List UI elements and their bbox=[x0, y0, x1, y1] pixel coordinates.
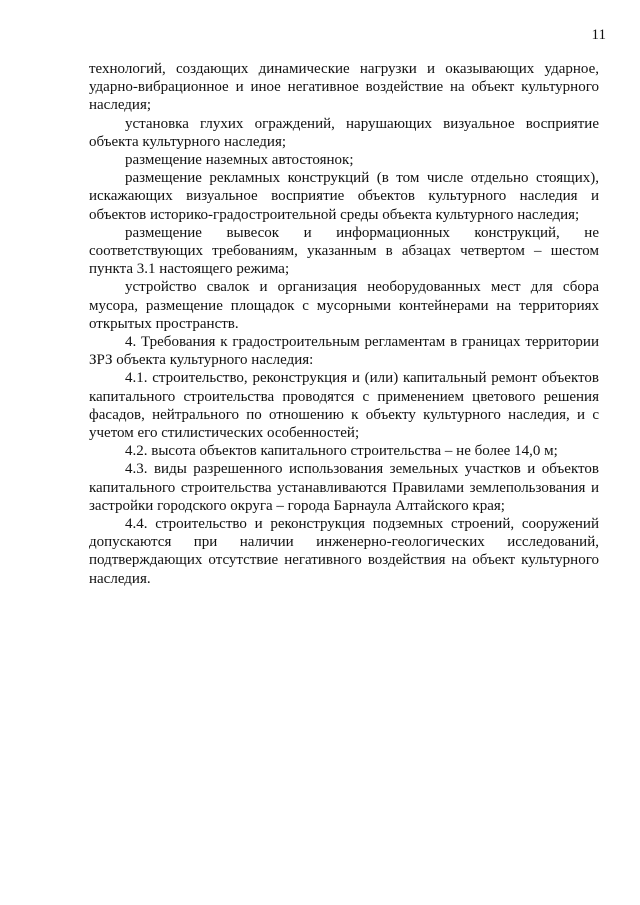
paragraph-4-3: 4.3. виды разрешенного использования земельных участков и объектов капитального строительства устанавливаются Правилами землепользования и застройки городского округа – города Барнаула Алтайского края; bbox=[89, 461, 599, 514]
paragraph-4-1: 4.1. строительство, реконструкция и (или) капитальный ремонт объектов капитального строительства проводятся с применением цветового решения фасадов, нейтрального по отношению к объекту культурного наследия, и с учетом его стилистических особенностей; bbox=[89, 370, 599, 442]
paragraph-signboards: размещение вывесок и информационных конструкций, не соответствующих требованиям, указанным в абзацах четвертом – шестом пункта 3.1 настоящего режима; bbox=[89, 224, 599, 278]
paragraph-parking-lots: размещение наземных автостоянок; bbox=[125, 152, 354, 169]
paragraph-4-4: 4.4. строительство и реконструкция подземных строений, сооружений допускаются при наличии инженерно-геологических исследований, подтверждающих отсутствие негативного воздействия на объект культурного наследия. bbox=[89, 516, 599, 587]
paragraph-section-4-heading: 4. Требования к градостроительным регламентам в границах территории ЗРЗ объекта культурного наследия: bbox=[89, 334, 599, 369]
document-body bbox=[89, 60, 599, 588]
page-number: 11 bbox=[591, 27, 606, 43]
paragraph-dumps: устройство свалок и организация необорудованных мест для сбора мусора, размещение площадок с мусорными контейнерами на территориях открытых пространств. bbox=[89, 279, 599, 332]
paragraph-4-2: 4.2. высота объектов капитального строительства – не более 14,0 м; bbox=[125, 443, 558, 460]
paragraph-technologies-continuation: технологий, создающих динамические нагрузки и оказывающих ударное, ударно-вибрационное и иное негативное воздействие на объект культурного наследия; bbox=[89, 61, 599, 114]
paragraph-advertising-structures: размещение рекламных конструкций (в том числе отдельно стоящих), искажающих визуальное восприятие объектов культурного наследия и объектов историко-градостроительной среды объекта культурного наследия; bbox=[89, 170, 599, 223]
paragraph-solid-fences: установка глухих ограждений, нарушающих визуальное восприятие объекта культурного наследия; bbox=[89, 115, 599, 150]
